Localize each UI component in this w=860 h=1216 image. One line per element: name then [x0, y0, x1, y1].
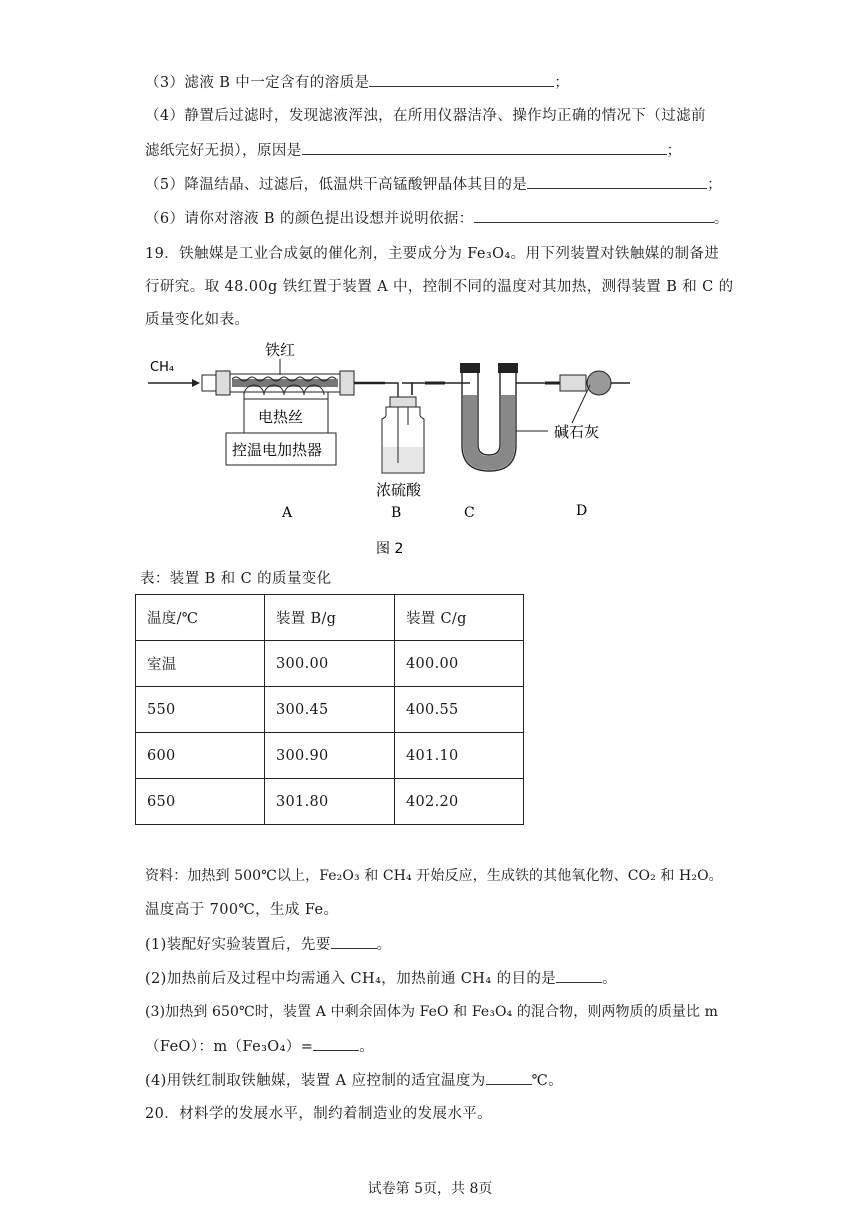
- table-cell: 550: [136, 687, 265, 733]
- table-cell: 402.20: [395, 779, 524, 825]
- figure-caption: 图 2: [376, 541, 404, 557]
- table-row: [136, 733, 524, 779]
- reaction-tube: [202, 371, 385, 395]
- drying-tube: [545, 371, 630, 423]
- page-footer: 试卷第 5页，共 8页: [367, 1181, 493, 1197]
- table-cell: 室温: [136, 641, 265, 687]
- q19-intro-line2: 行研究。取 48.00g 铁红置于装置 A 中，控制不同的温度对其加热，测得装置 B 和 C 的: [145, 279, 734, 295]
- answer-blank[interactable]: [369, 72, 554, 87]
- subq-4: (4)用铁红制取铁触媒，装置 A 应控制的适宜温度为 ℃。: [145, 1070, 563, 1091]
- table-header-cell: 温度/℃: [136, 595, 265, 641]
- q20-intro: 20．材料学的发展水平，制约着制造业的发展水平。: [145, 1106, 493, 1122]
- table-cell: 300.90: [265, 733, 395, 779]
- lime-label: 碱石灰: [554, 423, 600, 441]
- table-cell: 301.80: [265, 779, 395, 825]
- q18-part3: （3）滤液 B 中一定含有的溶质是 ；: [145, 72, 569, 93]
- subq-3-line1: (3)加热到 650℃时，装置 A 中剩余固体为 FeO 和 Fe₃O₄ 的混合物，则两物质的质量比 m: [145, 1004, 719, 1020]
- table-row: [136, 779, 524, 825]
- gas-label: CH₄: [150, 360, 175, 375]
- inlet-arrow: [148, 379, 200, 387]
- q19-intro-line1: 19．铁触媒是工业合成氨的催化剂，主要成分为 Fe₃O₄。用下列装置对铁触媒的制备进: [145, 246, 720, 262]
- table-cell: 650: [136, 779, 265, 825]
- answer-blank[interactable]: [527, 174, 707, 189]
- info-line2: 温度高于 700℃，生成 Fe。: [145, 902, 339, 918]
- q18-part4-line1: （4）静置后过滤时，发现滤液浑浊，在所用仪器洁净、操作均正确的情况下（过滤前: [145, 108, 706, 124]
- answer-blank[interactable]: [556, 968, 602, 983]
- answer-blank[interactable]: [331, 934, 377, 949]
- heater-label: 控温电加热器: [232, 441, 323, 459]
- table-cell: 401.10: [395, 733, 524, 779]
- u-tube: [460, 363, 545, 471]
- sulfuric-acid-bottle: [382, 397, 424, 473]
- table-header-cell: 装置 B/g: [265, 595, 395, 641]
- info-line1: 资料：加热到 500℃以上，Fe₂O₃ 和 CH₄ 开始反应，生成铁的其他氧化物、CO₂ 和 H₂O。: [145, 868, 723, 884]
- label-c: C: [464, 505, 475, 521]
- answer-blank[interactable]: [313, 1036, 359, 1051]
- table-cell: 300.00: [265, 641, 395, 687]
- q18-part5: （5）降温结晶、过滤后，低温烘干高锰酸钾晶体其目的是 ；: [145, 174, 722, 195]
- answer-blank[interactable]: [474, 208, 714, 223]
- apparatus-diagram: [140, 335, 640, 565]
- tube-label: 铁红: [265, 341, 296, 359]
- subq-3-line2: （FeO）：m（Fe₃O₄）= 。: [145, 1036, 374, 1057]
- q19-intro-line3: 质量变化如表。: [145, 312, 250, 328]
- bottle-label: 浓硫酸: [376, 481, 422, 499]
- subq-2: (2)加热前后及过程中均需通入 CH₄，加热前通 CH₄ 的目的是 。: [145, 968, 617, 989]
- answer-blank[interactable]: [302, 140, 667, 155]
- table-header-cell: 装置 C/g: [395, 595, 524, 641]
- table-row: [136, 687, 524, 733]
- label-a: A: [282, 505, 293, 521]
- table-caption: 表：装置 B 和 C 的质量变化: [140, 571, 332, 587]
- table-cell: 400.00: [395, 641, 524, 687]
- label-b: B: [391, 505, 402, 521]
- mass-change-table: [135, 594, 524, 825]
- coil-label: 电热丝: [258, 408, 304, 426]
- table-header-row: [136, 595, 524, 641]
- answer-blank[interactable]: [486, 1070, 532, 1085]
- table-row: [136, 641, 524, 687]
- subq-1: (1)装配好实验装置后，先要 。: [145, 934, 392, 955]
- table-cell: 600: [136, 733, 265, 779]
- table-cell: 300.45: [265, 687, 395, 733]
- q18-part6: （6）请你对溶液 B 的颜色提出设想并说明依据： 。: [145, 208, 729, 229]
- q18-part4-line2: 滤纸完好无损），原因是 ；: [145, 140, 682, 161]
- label-d: D: [576, 503, 588, 519]
- table-cell: 400.55: [395, 687, 524, 733]
